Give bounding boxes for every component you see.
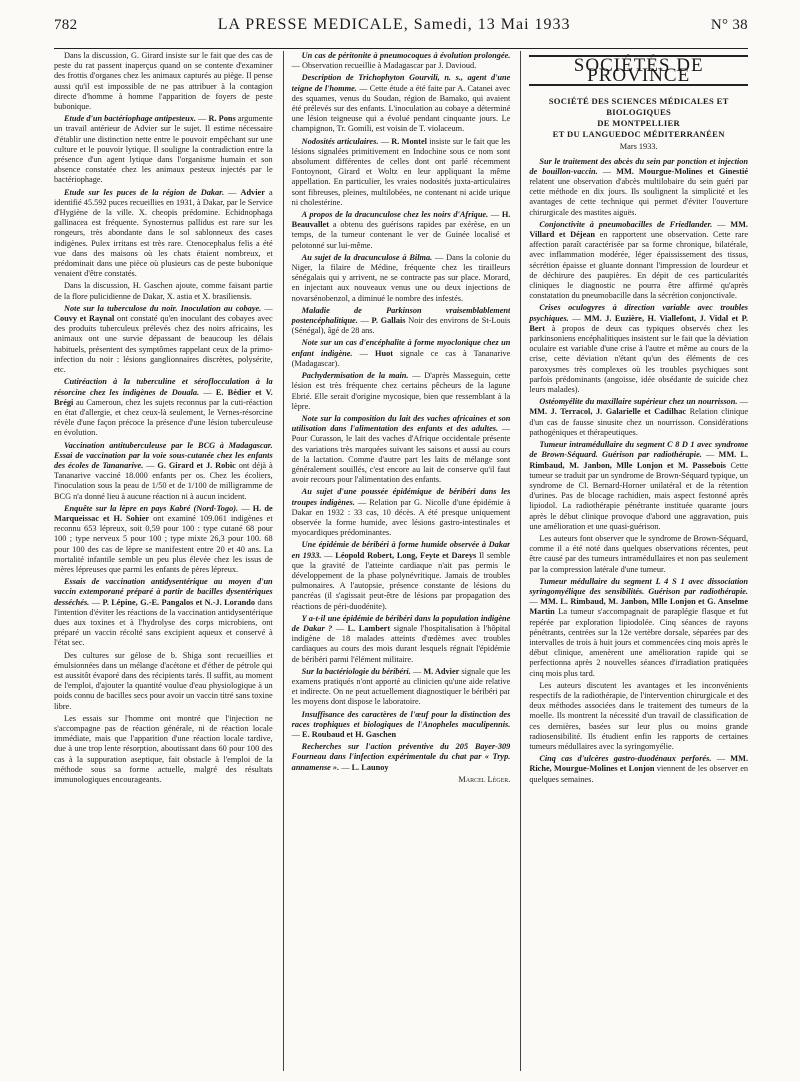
article-authors: P. Gallais	[371, 316, 406, 326]
article-title: Etude sur les puces de la région de Dakar.	[64, 187, 225, 197]
article-title: Tumeur médullaire du segment L 4 S 1 avec dissociation syringomyélique des sensibilités. Guérison par radiothérapie.	[529, 576, 749, 596]
article-title: A propos de la dracunculose chez les noirs d'Afrique.	[301, 210, 489, 220]
article-entry: Ostéomyélite du maxillaire supérieur chez un nourrisson. — MM. J. Terracol, J. Galarielle et Cadilhac Relation clinique d'un cas de fausse sinusite chez un nourrisson. Considérations pathogéniques et thérapeutiques.	[529, 397, 749, 437]
article-title: Crises oculogyres à direction variable avec troubles psychiques.	[529, 303, 749, 323]
article-entry: Etude sur les puces de la région de Dakar. — Advier a identifié 45.592 puces recueillies en 1931, à Dakar, par le Service d'Hygiène de la ville. X. cheopis prédomine. Echidnophaga gallinacea est fréquente. Synosternus pallidus est rare sur les rongeurs, très abondante dans le sol sablonneux des cases indigènes. Pulex irritans est très rare. Ctenocephalus felis a été vue dans des maisons où les chats étaient nombreux, et prédominait dans une pièce où plusieurs cas de peste bubonique venaient d'être constatés.	[54, 187, 273, 279]
header-rule	[54, 48, 748, 49]
article-authors: MM. Mourgue-Molines et Ginestié	[616, 166, 749, 176]
article-entry: Nodosités articulaires. — R. Montel insiste sur le fait que les lésions signalées primitivement en Indochine sous ce nom sont absolument différentes de celles dont ont parlé récemment Fontoynont, Girard et Woltz en leur appliquant la même appellation. En particulier, les vraies nodosités juxta-articulaires sont fibreuses, pleines, multilobées, ne contenant ni acide urique ni cholestérine.	[291, 136, 511, 207]
society-title	[529, 96, 748, 140]
article-title: Cutiréaction à la tuberculine et séroflocculation à la résorcine chez les indigènes de Douala.	[54, 377, 273, 397]
article-authors: MM. J. Terracol, J. Galarielle et Cadilhac	[529, 407, 687, 417]
article-entry: Conjonctivite à pneumobacilles de Friedlander. — MM. Villard et Déjean en rapportent une observation. Cette rare affection paraît caractérisée par sa forme chronique, bilatérale, avec inflammation modérée, léger épaississement des tissus, sécrétion épaisse et gluante donnant l'impression de lourdeur et de déchirure des paupières. En dépit de ces particularités cliniques le diagnostic ne pourra être affirmé qu'après constatation du pneumobacille dans la sécrétion conjonctivale.	[529, 219, 749, 301]
article-title: Sur la bactériologie du béribéri.	[301, 666, 411, 676]
article-authors: Léopold Robert, Long, Feyte et Dareys	[335, 550, 477, 560]
article-title: Y a-t-il une épidémie de béribéri dans la population indigène de Dakar ?	[291, 613, 511, 633]
article-authors: E. Roubaud et H. Gaschen	[302, 730, 397, 739]
article-text: D'après Masseguin, cette lésion est très fréquente chez certains pêcheurs de la lagune Ebrié. Elle serait d'origine mycosique, bien que ressemblant à la lèpre.	[291, 371, 511, 411]
article-text: Pour Curasson, le lait des vaches d'Afrique occidentale présente des variations très marquées suivant les saisons et aussi au cours de la lactation. Comme d'autre part les laits de mélange sont généralement souillés, c'est encore au lait de conserve qu'il faut avoir recours pour l'alimentation des enfants.	[291, 434, 511, 485]
article-text: Les auteurs discutent les avantages et les inconvénients respectifs de la radiothérapie, de l'intervention chirurgicale et des deux méthodes associées dans le traitement des tumeurs de la moelle. Ils montrent la nécessité d'un travail de classification de ces dernières, basées sur leur plus ou moins grande radiosensibilité. Ils étudient enfin les rapports de certaines tumeurs médullaires avec la syringomyélie.	[529, 680, 749, 751]
article-entry	[54, 281, 273, 301]
article-entry	[54, 51, 273, 112]
article-entry: Cinq cas d'ulcères gastro-duodénaux perforés. — MM. Riche, Mourgue-Molines et Lonjon viennent de les observer en quelques semaines.	[529, 754, 749, 784]
article-text: a obtenu des guérisons rapides par exérèse, en un temps, de la tumeur contenant le ver de Guinée localisé et pelotonné sur lui-même.	[291, 220, 511, 250]
journal-title: LA PRESSE MEDICALE, Samedi, 13 Mai 1933	[217, 16, 571, 33]
column-3	[520, 51, 748, 1071]
article-text: Relation par G. Nicolle d'une épidémie à Dakar en 1932 : 33 cas, 10 décès. A été presque uniquement observée la forme humide, avec lésions gastro-intestinales et myocardiques prédominantes.	[291, 497, 511, 538]
article-entry: A propos de la dracunculose chez les noirs d'Afrique. — H. Beauvallet a obtenu des guérisons rapides par exérèse, en un temps, de la tumeur contenant le ver de Guinée localisé et pelotonné sur lui-même.	[291, 210, 511, 250]
article-entry: Une épidémie de béribéri à forme humide observée à Dakar en 1933. — Léopold Robert, Long, Feyte et Dareys Il semble que la gravité de l'atteinte cardiaque n'ait pas permis le développement de la phase polynévritique. Jamais de troubles pulmonaires. A l'autopsie, présence constante de lésions du pancréas (il s'agissait peut-être de lésions par propagation des réactions de péri-duodénite).	[291, 540, 511, 611]
article-title: Ostéomyélite du maxillaire supérieur chez un nourrisson.	[539, 397, 738, 407]
issue-number: N° 38	[710, 17, 748, 33]
article-entry: Y a-t-il une épidémie de béribéri dans la population indigène de Dakar ? — L. Lambert signale l'hospitalisation à l'hôpital indigène de 18 malades atteints d'œdèmes avec troubles cardiaques au cours des mois durant lesquels régnait l'épidémie de béribéri parmi l'élément militaire.	[291, 613, 511, 664]
article-text: Les auteurs font observer que le syndrome de Brown-Séquard, comme il a été noté dans quelques observations récentes, peut être causé par des tumeurs intramédullaires et non pas seulement par la compression latérale d'une tumeur.	[529, 533, 749, 574]
article-entry: Au sujet de la dracunculose à Bilma. — Dans la colonie du Niger, la filaire de Médine, fréquente chez les tirailleurs sénégalais qui y arrivent, ne se contracte pas sur place. Morard, en injectant aux nouveaux venus une ou deux injections de novarsénobenzol, a diminué le nombre des infestés.	[291, 252, 511, 303]
article-title: Pachydermisation de la main.	[301, 371, 409, 381]
article-title: Maladie de Parkinson vraisemblablement postencéphalitique.	[291, 305, 511, 326]
article-authors: H. Beauvallet	[291, 210, 511, 230]
article-entry: Note sur la tuberculose du noir. Inoculation au cobaye. — Couvy et Raynal ont constaté qu'en inoculant des cobayes avec des produits tuberculeux prélevés chez des noirs africains, les animaux ont une survie dépassant de beaucoup les délais habituels, présentent des symptômes rappelant ceux de la primo-infection du noir : lésions ganglionnaires discrètes, polysérite, etc.	[54, 303, 273, 375]
article-entry: Description de Trichophyton Gourvili, n. s., agent d'une teigne de l'homme. — Cette étude a été faite par A. Catanei avec des squames, venus du Soudan, région de Bamako, qui avaient été prélevés sur des enfants. L'inoculation au cobaye a déterminé une lésion teigneuse qui a évolué pendant cinquante jours. Le champignon, Tr. Gomili, est voisin de T. violaceum.	[291, 73, 511, 134]
article-text: Dans la discussion, H. Gaschen ajoute, comme faisant partie de la flore pulicidienne de Dakar, X. astia et X. brasiliensis.	[54, 281, 273, 301]
article-entry: Cutiréaction à la tuberculine et séroflocculation à la résorcine chez les indigènes de Douala. — E. Bédier et V. Brégi au Cameroun, chez les sujets reconnus par la cuti-réaction en état d'allergie, et chez ceux-là seulement, le Vernes-résorcine révèle d'une façon précoce la présence d'une lésion tuberculeuse en évolution.	[54, 377, 273, 438]
article-title: Tumeur intramédullaire du segment C 8 D 1 avec syndrome de Brown-Séquard. Guérison par radiothérapie.	[529, 440, 749, 460]
article-title: Recherches sur l'action préventive du 205 Bayer-309 Fourneau dans l'infection expérimentale du chat par « Tryp. annamense ».	[291, 742, 511, 772]
article-text: Des cultures sur gélose de b. Shiga sont recueillies et émulsionnées dans un mélange d'acétone et d'éther de pétrole qui est aussitôt évaporé dans des récipients tarés. Il suffit, au moment de l'emploi, d'ajouter la quantité voulue d'eau physiologique à un poids connu de bacilles secs pour avoir un vaccin titré sans toxine libre.	[54, 650, 273, 711]
article-entry: Sur le traitement des abcès du sein par ponction et injection de bouillon-vaccin. — MM. Mourgue-Molines et Ginestié relatent une observation d'abcès multilobaire du sein guéri par cette méthode en dix jours. Ils soulignent la simplicité et les avantages de cette technique qui permet d'éviter l'ouverture chirurgicale des mastites aiguës.	[529, 156, 749, 217]
society-title-line: ET DU LANGUEDOC MÉDITERRANÉEN	[552, 129, 725, 140]
article-authors: G. Girard et J. Robic	[157, 460, 236, 470]
article-authors: H. de Marqueissac et H. Sohier	[54, 503, 273, 523]
article-entry: Pachydermisation de la main. — D'après Masseguin, cette lésion est très fréquente chez certains pêcheurs de la lagune Ebrié. Elle serait d'origine mycosique, bien que ressemblant à la lèpre.	[291, 371, 511, 411]
article-entry	[529, 681, 748, 752]
article-authors: R. Montel	[391, 136, 427, 146]
article-entry: Tumeur médullaire du segment L 4 S 1 avec dissociation syringomyélique des sensibilités. Guérison par radiothérapie. — MM. L. Rimbaud, M. Janbon, Mlle Lonjon et G. Anselme Martin La tumeur s'accompagnait de paraplégie flasque et fut repérée par exploration lipiodolée. Cinq séances de rayons pénétrants, centrées sur la 12e vertèbre dorsale, séparées par des intervalles de trois à huit jours et commencées cinq mois après le début clinique, amenèrent une amélioration rapide qui se perfectionna après 2 nouvelles séances d'irradiation pratiquées cinq mois plus tard.	[529, 576, 749, 678]
article-authors: Couvy et Raynal	[54, 314, 115, 324]
article-entry: Maladie de Parkinson vraisemblablement postencéphalitique. — P. Gallais Noir des environs de St-Louis (Sénégal), âgé de 28 ans.	[291, 305, 511, 336]
page-header	[54, 0, 748, 42]
signature: Marcel Léger.	[458, 774, 511, 784]
article-title: Sur le traitement des abcès du sein par ponction et injection de bouillon-vaccin.	[529, 156, 749, 176]
article-entry: Note sur la composition du lait des vaches africaines et son utilisation dans l'alimentation des enfants et des adultes. — Pour Curasson, le lait des vaches d'Afrique occidentale présente des variations très marquées suivant les saisons et aussi au cours de la lactation. Comme d'autre part les laits de mélange sont généralement souillés, c'est encore au lait de conserve qu'il faut avoir recours pour l'alimentation des enfants.	[291, 413, 511, 485]
article-title: Essais de vaccination antidysentérique au moyen d'un vaccin extemporané préparé à partir de bacilles dysentériques desséchés.	[54, 577, 273, 607]
session-date: Mars 1933.	[619, 142, 658, 152]
article-entry: Un cas de péritonite à pneumocoques à évolution prolongée. — Observation recueillie à Madagascar par J. Davioud.	[291, 51, 511, 71]
article-entry: Au sujet d'une poussée épidémique de béribéri dans les troupes indigènes. — Relation par G. Nicolle d'une épidémie à Dakar en 1932 : 33 cas, 10 décès. A été presque uniquement observée la forme humide, avec lésions gastro-intestinales et myocardiques prédominantes.	[291, 487, 511, 538]
article-text: argumente un travail antérieur de Advier sur le sujet. Il estime nécessaire d'établir une distinction nette entre le pouvoir empêchant sur une culture et le pouvoir lytique. Il souligne la contradiction entre la présence d'un agent lytique dans l'organisme humain et son absence constatée chez les animaux pesteux injectés par le bactériophage.	[54, 114, 273, 185]
column-1	[54, 51, 273, 1071]
article-entry	[54, 651, 273, 712]
article-title: Note sur la composition du lait des vaches africaines et son utilisation dans l'alimentation des enfants et des adultes.	[291, 413, 511, 434]
article-text: insiste sur le fait que les lésions signalées primitivement en Indochine sous ce nom sont absolument différentes de celles dont ont parlé récemment Fontoynont, Girard et Woltz en leur appliquant la même appellation. En particulier, les vraies nodosités juxta-articulaires sont fibreuses, pleines, multilobées, ne contenant ni acide urique ni cholestérine.	[291, 136, 511, 207]
article-authors: L. Lambert	[347, 623, 391, 633]
article-authors: P. Lépine, G.-E. Pangalos et N.-J. Lorando	[102, 597, 256, 607]
society-title-line: SOCIÉTÉ DES SCIENCES MÉDICALES ET BIOLOGIQUES	[548, 96, 729, 118]
article-title: Vaccination antituberculeuse par le BCG à Madagascar. Essai de vaccination par la voie sous-cutanée chez les enfants des écoles de Tananarive.	[54, 440, 273, 470]
article-text: La tumeur s'accompagnait de paraplégie flasque et fut repérée par exploration lipiodolée. Cinq séances de rayons pénétrants, centrées sur la 12e vertèbre dorsale, séparées par des intervalles de trois à huit jours et commencées cinq mois après le début clinique, amenèrent une amélioration rapide qui se perfectionna après 2 nouvelles séances d'irradiation pratiquées cinq mois plus tard.	[529, 607, 749, 678]
article-text: Dans la discussion, G. Girard insiste sur le fait que des cas de peste du rat passent inaperçus quand on se contente d'examiner des frottis d'organes chez les animaux capturés au piège. Il pense aussi qu'il est impossible de ne pas attribuer à la contagion directe d'homme à homme l'apparition de foyers de peste bubonique.	[54, 51, 273, 112]
article-title: Etude d'un bactériophage antipesteux.	[64, 114, 196, 124]
article-text: signale l'hospitalisation à l'hôpital indigène de 18 malades atteints d'œdèmes avec troubles cardiaques au cours des mois durant lesquels régnait l'épidémie de béribéri parmi l'élément militaire.	[291, 623, 511, 664]
article-title: Enquête sur la lèpre en pays Kabré (Nord-Togo).	[64, 503, 239, 513]
article-text: a identifié 45.592 puces recueillies en 1931, à Dakar, par le Service d'Hygiène de la ville. X. cheopis prédomine. Echidnophaga gallinacea est fréquente. Synosternus pallidus est rare sur les rongeurs, très abondante dans le sol sablonneux des cases indigènes. Pulex irritans est très rare. Ctenocephalus felis a été vue dans des maisons où les chats étaient nombreux, et prédominait dans une pièce où plusieurs cas de peste bubonique venaient d'être constatés.	[54, 187, 273, 279]
article-text: en rapportent une observation. Cette rare affection paraît caractérisée par sa forme chronique, bilatérale, avec inflammation modérée, léger épaississement des tissus, sécrétion épaisse et gluante donnant l'impression de lourdeur et de déchirure des paupières. En dépit de ces particularités cliniques le diagnostic ne pourra être affirmé qu'après constatation du pneumobacille dans la sécrétion conjonctivale.	[529, 230, 749, 301]
article-title: Cinq cas d'ulcères gastro-duodénaux perforés.	[539, 754, 712, 764]
article-entry: Enquête sur la lèpre en pays Kabré (Nord-Togo). — H. de Marqueissac et H. Sohier ont examiné 109.061 indigènes et reconnu 653 lépreux, soit 0,59 pour 100 : type cutané 68 pour 100 ; type nerveux 5 pour 100 ; type mixte 26,3 pour 100. 68 pour 100 des cas de lèpre se manifestent entre 20 et 40 ans. La mortalité infantile semble un peu plus élevée chez les issus de mères lépreuses que parmi les enfants de pères lépreux.	[54, 503, 273, 574]
article-entry: Etude d'un bactériophage antipesteux. — R. Pons argumente un travail antérieur de Advier sur le sujet. Il estime nécessaire d'établir une distinction nette entre le pouvoir empêchant sur une culture et le pouvoir lytique. Il souligne la contradiction entre la présence d'un agent lytique dans l'organisme humain et son absence constatée chez les animaux pesteux injectés par le bactériophage.	[54, 114, 273, 185]
article-text: au Cameroun, chez les sujets reconnus par la cuti-réaction en état d'allergie, et chez ceux-là seulement, le Vernes-résorcine révèle d'une façon précoce la présence d'une lésion tuberculeuse en évolution.	[54, 397, 273, 438]
article-text: Observation recueillie à Madagascar par J. Davioud.	[302, 61, 477, 71]
article-title: Nodosités articulaires.	[301, 136, 379, 146]
article-entry	[54, 714, 273, 785]
article-entry: Recherches sur l'action préventive du 205 Bayer-309 Fourneau dans l'infection expérimentale du chat par « Tryp. annamense ». — L. Launoy	[291, 742, 511, 772]
article-text: ont déjà à Tananarive vacciné 18.000 enfants per os. Chez les écoliers, l'inoculation sous la peau de 1/50 et de 1/100 de milligramme de BCG n'a donné lieu à aucune réaction ni à aucun incident.	[54, 460, 273, 501]
article-title: Un cas de péritonite à pneumocoques à évolution prolongée.	[301, 51, 511, 60]
article-text: Les essais sur l'homme ont montré que l'injection ne s'accompagne pas de réaction générale, ni de réaction locale immédiate, mais que l'apparition d'une réaction locale tardive, due à une trop lente résorption, aboutissant dans 60 pour 100 des cas à la suppuration aseptique, fait obstacle à l'emploi de la méthode sous sa forme actuelle, malgré des résultats immunologiques encourageants.	[54, 713, 273, 785]
article-entry: Tumeur intramédullaire du segment C 8 D 1 avec syndrome de Brown-Séquard. Guérison par radiothérapie. — MM. L. Rimbaud, M. Janbon, Mlle Lonjon et M. Passebois Cette tumeur se traduit par un syndrome de Brown-Séquard typique, un syndrome de Cl. Bernard-Horner unilatéral et de la rétention d'urines. Pas de blocage rachidien, mais aspect festonné après lipiodol. La radiothérapie pénétrante instituée quarante jours après le début clinique provoque d'abord une aggravation, puis une amélioration et une quasi-guérison.	[529, 440, 749, 531]
article-text: à propos de deux cas typiques observés chez les parkinsoniens encéphalitiques insistent sur le fait que la déviation oculaire est variable d'une crise à l'autre et même au cours de la crise, cette déviation n'étant qu'un des éléments de ces paroxysmes très complexes où les troubles psychiques sont parfois prédominants (angoisse, idée obsédante de suicide chez leurs malades).	[529, 323, 749, 395]
article-entry: Note sur un cas d'encéphalite à forme myoclonique chez un enfant indigène. — Huot signale ce cas à Tananarive (Madagascar).	[291, 338, 511, 368]
article-text: dans l'intention d'éviter les réactions de la vaccination antidysentérique dues aux toxines et à l'hydrolyse des corps microbiens, ont préparé un vaccin récolté sans excipient aqueux et conservé à l'état sec.	[54, 597, 273, 648]
article-title: Note sur la tuberculose du noir. Inoculation au cobaye.	[64, 303, 262, 313]
article-authors: MM. L. Rimbaud, M. Janbon, Mlle Lonjon et G. Anselme Martin	[529, 597, 749, 617]
article-title: Insuffisance des caractères de l'œuf pour la distinction des races trophiques et biologiques de l'Anopheles maculipennis.	[291, 709, 511, 729]
article-text: Dans la colonie du Niger, la filaire de Médine, fréquente chez les tirailleurs sénégalais qui y arrivent, ne se contracte pas sur place. Morard, en injectant aux nouveaux venus une ou deux injections de novarsénobenzol, a diminué le nombre des infestés.	[291, 252, 511, 303]
article-text: ont examiné 109.061 indigènes et reconnu 653 lépreux, soit 0,59 pour 100 : type cutané 68 pour 100 ; type nerveux 5 pour 100 ; type mixte 26,3 pour 100. 68 pour 100 des cas de lèpre se manifestent entre 20 et 40 ans. La mortalité infantile semble un peu plus élevée chez les issus de mères lépreuses que parmi les enfants de pères lépreux.	[54, 513, 273, 574]
article-text: Cette tumeur se traduit par un syndrome de Brown-Séquard typique, un syndrome de Cl. Bernard-Horner unilatéral et de la rétention d'urines. Pas de blocage rachidien, mais aspect festonné après lipiodol. La radiothérapie pénétrante instituée quarante jours après le début clinique provoque d'abord une aggravation, puis une amélioration et une quasi-guérison.	[529, 460, 749, 531]
article-text: Il semble que la gravité de l'atteinte cardiaque n'ait pas permis le développement de la phase polynévritique. Jamais de troubles pulmonaires. A l'autopsie, présence constante de lésions du pancréas (il s'agissait peut-être de lésions par propagation des réactions de péri-duodénite).	[291, 550, 511, 611]
article-entry: Insuffisance des caractères de l'œuf pour la distinction des races trophiques et biologiques de l'Anopheles maculipennis. — E. Roubaud et H. Gaschen	[291, 709, 511, 739]
columns	[54, 51, 748, 1071]
article-entry	[529, 534, 748, 575]
article-title: Note sur un cas d'encéphalite à forme myoclonique chez un enfant indigène.	[291, 338, 511, 358]
article-title: Une épidémie de béribéri à forme humide observée à Dakar en 1933.	[291, 540, 511, 560]
article-title: Description de Trichophyton Gourvili, n. s., agent d'une teigne de l'homme.	[291, 73, 511, 93]
article-authors: MM. Riche, Mourgue-Molines et Lonjon	[529, 754, 749, 774]
article-authors: R. Pons	[208, 114, 236, 124]
article-text: relatent une observation d'abcès multilobaire du sein guéri par cette méthode en dix jours. Ils soulignent la simplicité et les avantages de cette technique qui permet d'éviter l'ouverture chirurgicale des mastites aiguës.	[529, 177, 749, 217]
article-text: Noir des environs de St-Louis (Sénégal), âgé de 28 ans.	[291, 316, 511, 336]
article-title: Au sujet de la dracunculose à Bilma.	[301, 252, 433, 262]
article-authors: Advier	[240, 187, 265, 197]
article-entry: Vaccination antituberculeuse par le BCG à Madagascar. Essai de vaccination par la voie sous-cutanée chez les enfants des écoles de Tananarive. — G. Girard et J. Robic ont déjà à Tananarive vacciné 18.000 enfants per os. Chez les écoliers, l'inoculation sous la peau de 1/50 et de 1/100 de milligramme de BCG n'a donné lieu à aucune réaction ni à aucun incident.	[54, 440, 273, 501]
article-text: signale que les examens pratiqués n'ont apporté au clinicien qu'une aide relative et indirecte. On ne peut actuellement diagnostiquer le béribéri par les moyens dont dispose le laboratoire.	[291, 666, 511, 707]
article-authors: MM. L. Rimbaud, M. Janbon, Mlle Lonjon et M. Passebois	[529, 450, 749, 470]
article-text: ont constaté qu'en inoculant des cobayes avec des produits tuberculeux prélevés chez des noirs africains, les animaux ont une survie dépassant de beaucoup les délais habituels, présentent des symptômes rappelant ceux de la primo-infection du noir : lésions ganglionnaires discrètes, polysérite, etc.	[54, 314, 273, 375]
article-entry: Sur la bactériologie du béribéri. — M. Advier signale que les examens pratiqués n'ont apporté au clinicien qu'une aide relative et indirecte. On ne peut actuellement diagnostiquer le béribéri par les moyens dont dispose le laboratoire.	[291, 666, 511, 707]
article-authors: L. Launoy	[351, 762, 389, 772]
page-number: 782	[54, 17, 78, 33]
article-authors: MM. Villard et Déjean	[529, 219, 749, 240]
article-authors: MM. J. Euzière, H. Viallefont, J. Vidal et P. Bert	[529, 313, 749, 333]
article-title: Au sujet d'une poussée épidémique de béribéri dans les troupes indigènes.	[291, 487, 511, 507]
article-authors: E. Bédier et V. Brégi	[54, 387, 273, 407]
article-text: signale ce cas à Tananarive (Madagascar).	[291, 348, 511, 368]
article-authors: Huot	[375, 348, 394, 358]
section-title: SOCIÉTÉS DE PROVINCE	[529, 55, 748, 86]
article-title: Conjonctivite à pneumobacilles de Friedlander.	[539, 219, 713, 229]
article-authors: M. Advier	[423, 666, 460, 676]
article-entry: Essais de vaccination antidysentérique au moyen d'un vaccin extemporané préparé à partir de bacilles dysentériques desséchés. — P. Lépine, G.-E. Pangalos et N.-J. Lorando dans l'intention d'éviter les réactions de la vaccination antidysentérique dues aux toxines et à l'hydrolyse des corps microbiens, ont préparé un vaccin récolté sans excipient aqueux et conservé à l'état sec.	[54, 577, 273, 648]
article-entry: Crises oculogyres à direction variable avec troubles psychiques. — MM. J. Euzière, H. Viallefont, J. Vidal et P. Bert à propos de deux cas typiques observés chez les parkinsoniens encéphalitiques insistent sur le fait que la déviation oculaire est variable d'une crise à l'autre et même au cours de la crise, cette déviation n'étant qu'un des éléments de ces paroxysmes très complexes où les troubles psychiques sont parfois prédominants (angoisse, idée obsédante de suicide chez leurs malades).	[529, 303, 749, 395]
article-text: Relation clinique d'un cas de fausse sinusite chez un nourrisson. Considérations pathogéniques et thérapeutiques.	[529, 407, 749, 437]
column-2	[283, 51, 511, 1071]
society-title-line: DE MONTPELLIER	[597, 118, 681, 129]
article-text: viennent de les observer en quelques semaines.	[529, 764, 749, 784]
article-text: Cette étude a été faite par A. Catanei avec des squames, venus du Soudan, région de Bamako, qui avaient été prélevés sur des enfants. L'inoculation au cobaye a déterminé une lésion teigneuse qui a évolué pendant cinquante jours. Le champignon, Tr. Gomili, est voisin de T. violaceum.	[291, 83, 511, 134]
